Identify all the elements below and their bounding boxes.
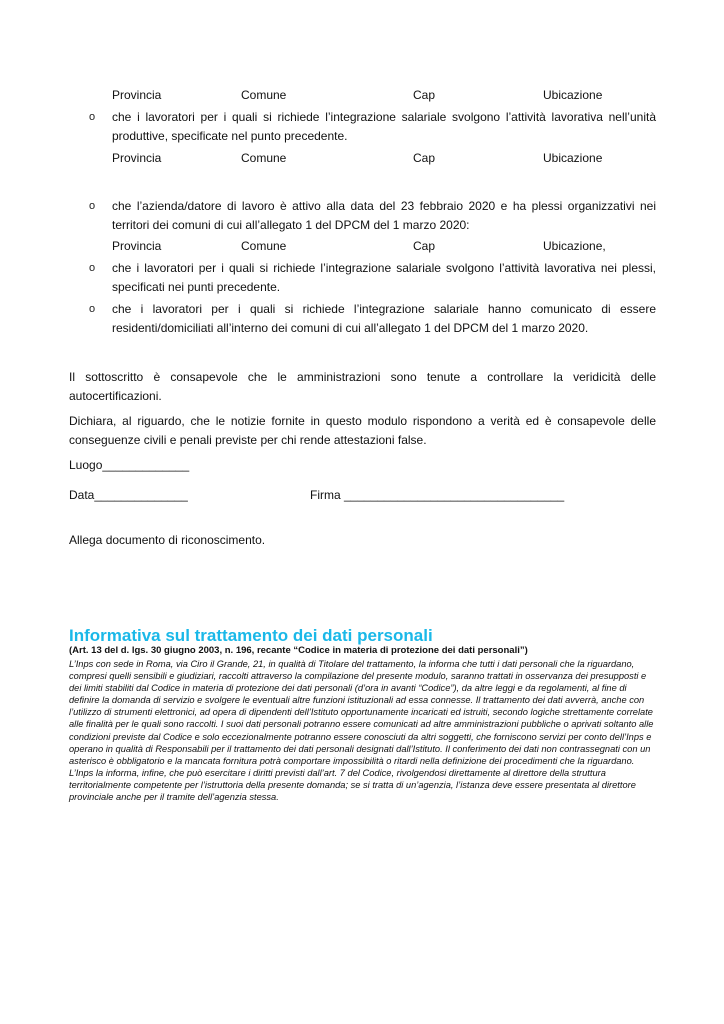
col-ubicazione: Ubicazione <box>543 88 603 102</box>
bullet-text-4: che i lavoratori per i quali si richiede l’integrazione salariale hanno comunicato di essere residenti/domiciliati all’interno dei comuni di cui all’allegato 1 del DPCM del 1 marzo 2020. <box>112 302 656 335</box>
bullet-text-1: che i lavoratori per i quali si richiede l’integrazione salariale svolgono l’attività lavorativa nell’unità produttive, specificate nel punto precedente. <box>112 110 656 143</box>
informativa-body: L’Inps con sede in Roma, via Ciro il Grande, 21, in qualità di Titolare del trattamento, la informa che tutti i dati personali che la riguardano, compresi quelli sensibili e giudiziari, raccolti attraverso la compilazione del presente modulo, saranno trattati in osservanza dei presupposti e dei limiti stabiliti dal Codice in materia di protezione dei dati personali (d’ora in avanti “Codice”), da altre leggi e da regolamenti, al fine di definire la domanda di servizio e svolgere le eventuali altre funzioni istituzionali ad essa connesse. Il trattamento dei dati avverrà, anche con l’utilizzo di strumenti elettronici, ad opera di dipendenti dell’Istituto opportunamente incaricati ed istruiti, secondo logiche strettamente correlate alle finalità per le quali sono raccolti. I suoi dati personali potranno essere comunicati ad altre amministrazioni pubbliche o aprivati soltanto alle condizioni previste dal Codice e solo eccezionalmente potranno essere conosciuti da altri soggetti, che forniscono servizi per conto dell’Inps e operano in qualità di Responsabili per il trattamento dei dati personali designati dall’Istituto. Il conferimento dei dati non contrassegnati con un asterisco è obbligatorio e la mancata fornitura potrà comportare impossibilità o ritardi nella definizione dei procedimenti che la riguardano. L’Inps la informa, infine, che può esercitare i diritti previsti dall’art. 7 del Codice, rivolgendosi direttamente al direttore della struttura territorialmente competente per l’istruttoria della presente domanda; se si tratta di un’agenzia, l’istanza deve essere presentata al direttore provinciale anche per il tramite dell’agenzia stessa. <box>69 659 654 803</box>
col-comune: Comune <box>241 151 287 165</box>
col-ubicazione: Ubicazione <box>543 151 603 165</box>
bullet-icon: o <box>89 262 96 274</box>
col-cap: Cap <box>413 239 436 253</box>
allega-note: Allega documento di riconoscimento. <box>69 533 266 547</box>
informativa-title: Informativa sul trattamento dei dati personali <box>69 626 433 645</box>
bullet-text-2: che l’azienda/datore di lavoro è attivo alla data del 23 febbraio 2020 e ha plessi organizzativi nei territori dei comuni di cui all’allegato 1 del DPCM del 1 marzo 2020: <box>112 199 656 232</box>
col-provincia: Provincia <box>112 239 162 253</box>
paragraph-consapevole: Il sottoscritto è consapevole che le amministrazioni sono tenute a controllare la veridicità delle autocertificazioni. <box>69 370 656 403</box>
paragraph-dichiara: Dichiara, al riguardo, che le notizie fornite in questo modulo rispondono a verità ed è consapevole delle conseguenze civili e penali previste per chi rende attestazioni false. <box>69 414 656 447</box>
location-header-row <box>112 86 672 105</box>
luogo-field[interactable]: Luogo_____________ <box>69 458 190 472</box>
col-provincia: Provincia <box>112 88 162 102</box>
col-provincia: Provincia <box>112 151 162 165</box>
col-comune: Comune <box>241 239 287 253</box>
bullet-icon: o <box>89 200 96 212</box>
firma-field[interactable]: Firma _________________________________ <box>310 488 565 502</box>
col-cap: Cap <box>413 151 436 165</box>
col-comune: Comune <box>241 88 287 102</box>
informativa-subtitle: (Art. 13 del d. lgs. 30 giugno 2003, n. 196, recante “Codice in materia di protezione dei dati personali”) <box>69 645 528 656</box>
col-cap: Cap <box>413 88 436 102</box>
col-ubicazione: Ubicazione, <box>543 239 606 253</box>
bullet-icon: o <box>89 303 96 315</box>
bullet-text-3: che i lavoratori per i quali si richiede l’integrazione salariale svolgono l’attività lavorativa nei plessi, specificati nei punti precedente. <box>112 261 656 294</box>
location-header-row <box>112 149 672 168</box>
location-header-row <box>112 237 672 256</box>
bullet-icon: o <box>89 111 96 123</box>
data-field[interactable]: Data______________ <box>69 488 188 502</box>
